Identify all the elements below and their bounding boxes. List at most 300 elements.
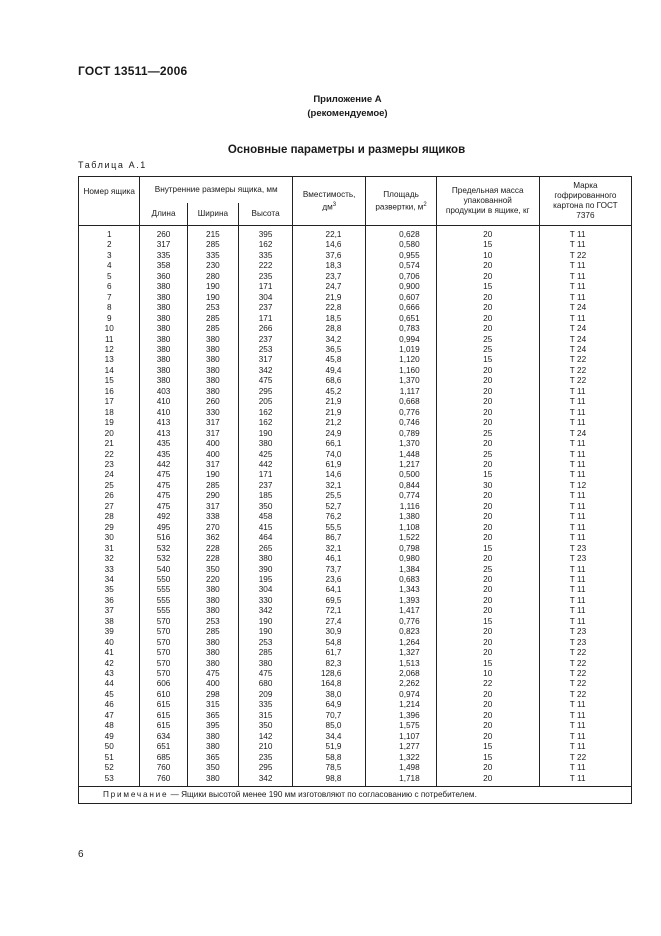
table-cell: 365 [187,753,239,763]
table-cell: 20 [436,226,539,241]
table-cell: 265 [239,544,293,554]
table-cell: 237 [239,303,293,313]
table-cell: 317 [187,429,239,439]
table-cell: 0,783 [366,324,436,334]
table-cell: 1,370 [366,439,436,449]
table-cell: 1,343 [366,585,436,595]
table-row [79,533,632,543]
table-cell: 25 [436,450,539,460]
table-cell: 48 [79,721,140,731]
table-cell: 342 [239,366,293,376]
table-cell: 190 [239,429,293,439]
table-cell: 0,980 [366,554,436,564]
table-cell: 29 [79,523,140,533]
table-cell: 41 [79,648,140,658]
table-cell: 37 [79,606,140,616]
table-cell: 25 [436,345,539,355]
table-cell: 17 [79,397,140,407]
table-cell: Т 22 [539,376,631,386]
table-cell: Т 11 [539,293,631,303]
table-cell: 205 [239,397,293,407]
table-cell: 380 [140,366,187,376]
table-cell: 415 [239,523,293,533]
table-cell: 24,7 [292,282,366,292]
table-cell: Т 23 [539,544,631,554]
table-row [79,585,632,595]
table-cell: 9 [79,314,140,324]
table-cell: 335 [239,251,293,261]
table-row [79,335,632,345]
table-cell: 380 [187,774,239,787]
header-area-exp: 2 [423,201,427,208]
table-cell: 317 [239,355,293,365]
table-cell: 32 [79,554,140,564]
table-cell: 33 [79,565,140,575]
table-cell: 0,580 [366,240,436,250]
table-cell: 42 [79,659,140,669]
table-cell: 1,264 [366,638,436,648]
table-cell: 53 [79,774,140,787]
table-label: Таблица А.1 [78,160,147,170]
table-row [79,303,632,313]
table-cell: 464 [239,533,293,543]
table-cell: 34 [79,575,140,585]
table-cell: 20 [436,324,539,334]
table-row [79,679,632,689]
table-cell: 380 [187,638,239,648]
table-cell: 442 [239,460,293,470]
note-label: Примечание [103,790,169,800]
table-cell: Т 22 [539,659,631,669]
table-cell: 23,6 [292,575,366,585]
table-cell: 330 [239,596,293,606]
table-cell: 615 [140,721,187,731]
parameters-table [78,176,632,804]
appendix-title: Приложение А [313,94,382,105]
table-cell: 20 [436,732,539,742]
table-cell: 350 [187,565,239,575]
table-cell: 317 [187,502,239,512]
table-cell: 1,522 [366,533,436,543]
table-cell: 380 [140,282,187,292]
table-cell: 285 [187,627,239,637]
table-cell: 68,6 [292,376,366,386]
table-cell: 38,0 [292,690,366,700]
table-cell: 46,1 [292,554,366,564]
table-cell: 14 [79,366,140,376]
table-cell: 15 [436,617,539,627]
table-cell: 25 [436,335,539,345]
table-cell: 34,2 [292,335,366,345]
table-cell: 222 [239,261,293,271]
table-row [79,418,632,428]
table-cell: 58,8 [292,753,366,763]
table-cell: Т 23 [539,627,631,637]
table-cell: 18 [79,408,140,418]
table-cell: Т 11 [539,439,631,449]
table-cell: 20 [436,690,539,700]
table-cell: 195 [239,575,293,585]
table-row [79,429,632,439]
table-row [79,638,632,648]
table-cell: 1,575 [366,721,436,731]
table-cell: 0,500 [366,470,436,480]
table-cell: 380 [140,303,187,313]
table-cell: 0,574 [366,261,436,271]
table-cell: 380 [187,355,239,365]
table-cell: 2,068 [366,669,436,679]
table-cell: 46 [79,700,140,710]
table-cell: 475 [187,669,239,679]
table-cell: Т 11 [539,450,631,460]
table-cell: 1,380 [366,512,436,522]
table-cell: 36,5 [292,345,366,355]
table-row [79,293,632,303]
table-cell: 162 [239,408,293,418]
table-cell: Т 11 [539,272,631,282]
table-cell: 15 [436,753,539,763]
table-cell: 21,9 [292,408,366,418]
table-cell: 162 [239,418,293,428]
table-cell: 15 [436,544,539,554]
table-cell: 13 [79,355,140,365]
table-cell: 335 [239,700,293,710]
header-width: Ширина [187,203,239,226]
table-cell: 0,994 [366,335,436,345]
table-cell: 317 [140,240,187,250]
table-cell: 22 [436,679,539,689]
table-cell: 27 [79,502,140,512]
table-cell: 22,8 [292,303,366,313]
table-cell: 475 [140,470,187,480]
table-cell: 555 [140,606,187,616]
table-cell: 20 [436,376,539,386]
table-cell: 38 [79,617,140,627]
table-cell: 30 [436,481,539,491]
table-cell: 74,0 [292,450,366,460]
table-cell: 20 [436,293,539,303]
table-cell: 380 [187,335,239,345]
table-cell: 190 [239,617,293,627]
table-cell: 615 [140,711,187,721]
table-cell: 8 [79,303,140,313]
table-cell: 20 [79,429,140,439]
table-cell: 220 [187,575,239,585]
table-cell: 2,262 [366,679,436,689]
table-cell: 380 [187,742,239,752]
header-capacity [292,177,366,226]
table-cell: 235 [239,272,293,282]
table-cell: 190 [187,282,239,292]
appendix-heading [0,93,661,121]
table-cell: 342 [239,606,293,616]
table-cell: 442 [140,460,187,470]
table-cell: 285 [239,648,293,658]
table-cell: 410 [140,408,187,418]
table-cell: 380 [187,596,239,606]
table-cell: 0,789 [366,429,436,439]
table-cell: 1,327 [366,648,436,658]
table-cell: 0,844 [366,481,436,491]
table-cell: 606 [140,679,187,689]
table-cell: 34,4 [292,732,366,742]
table-cell: Т 11 [539,575,631,585]
table-row [79,272,632,282]
table-cell: 0,900 [366,282,436,292]
table-cell: 400 [187,679,239,689]
table-cell: 142 [239,732,293,742]
table-cell: 209 [239,690,293,700]
table-cell: 32,1 [292,544,366,554]
table-cell: 390 [239,565,293,575]
table-cell: 16 [79,387,140,397]
table-cell: Т 24 [539,303,631,313]
table-cell: Т 22 [539,690,631,700]
table-cell: 30 [79,533,140,543]
table-cell: 570 [140,669,187,679]
table-cell: Т 11 [539,585,631,595]
table-cell: 20 [436,460,539,470]
table-cell: Т 22 [539,251,631,261]
table-cell: 1,448 [366,450,436,460]
table-cell: 28,8 [292,324,366,334]
table-cell: 20 [436,314,539,324]
table-row [79,240,632,250]
table-row [79,376,632,386]
table-cell: 20 [436,491,539,501]
table-row [79,659,632,669]
header-area-text: Площадь развертки, м [375,189,424,212]
table-cell: 516 [140,533,187,543]
table-cell: Т 11 [539,387,631,397]
table-cell: 2 [79,240,140,250]
table-cell: 253 [239,638,293,648]
table-note [79,787,632,804]
table-cell: 26 [79,491,140,501]
table-cell: 1,107 [366,732,436,742]
table-row [79,481,632,491]
table-cell: 1,513 [366,659,436,669]
table-row [79,355,632,365]
table-cell: 570 [140,659,187,669]
table-cell: 20 [436,627,539,637]
table-cell: 380 [140,376,187,386]
table-cell: 475 [239,669,293,679]
table-cell: 403 [140,387,187,397]
table-cell: Т 11 [539,460,631,470]
table-cell: 380 [140,345,187,355]
table-cell: 1,417 [366,606,436,616]
page-number: 6 [78,849,84,860]
table-cell: 54,8 [292,638,366,648]
table-cell: 64,1 [292,585,366,595]
table-cell: 14,6 [292,470,366,480]
table-cell: 18,3 [292,261,366,271]
note-text: — Ящики высотой менее 190 мм изготовляют по согласованию с потребителем. [168,790,477,800]
table-cell: Т 11 [539,606,631,616]
table-cell: 335 [140,251,187,261]
table-cell: 0,651 [366,314,436,324]
table-cell: 0,955 [366,251,436,261]
table-cell: 12 [79,345,140,355]
table-cell: 78,5 [292,763,366,773]
table-row [79,711,632,721]
table-cell: 39 [79,627,140,637]
table-cell: Т 24 [539,335,631,345]
table-cell: 380 [140,314,187,324]
table-cell: 20 [436,502,539,512]
table-cell: 237 [239,481,293,491]
table-cell: 15 [436,659,539,669]
table-row [79,502,632,512]
table-cell: 32,1 [292,481,366,491]
table-row [79,470,632,480]
table-cell: 350 [239,721,293,731]
document-code: ГОСТ 13511—2006 [78,64,188,78]
table-cell: 10 [79,324,140,334]
table-row [79,721,632,731]
table-cell: 413 [140,418,187,428]
table-cell: Т 11 [539,240,631,250]
table-row [79,544,632,554]
table-cell: 260 [187,397,239,407]
table-cell: 128,6 [292,669,366,679]
table-row [79,314,632,324]
table-cell: 410 [140,397,187,407]
table-cell: 24,9 [292,429,366,439]
table-cell: 235 [239,753,293,763]
table-row [79,450,632,460]
table-cell: 1,277 [366,742,436,752]
table-cell: 495 [140,523,187,533]
table-row [79,439,632,449]
table-cell: 40 [79,638,140,648]
table-cell: 615 [140,700,187,710]
table-cell: 20 [436,638,539,648]
table-cell: 532 [140,554,187,564]
table-cell: 680 [239,679,293,689]
table-cell: 20 [436,763,539,773]
table-cell: 21 [79,439,140,449]
table-cell: 185 [239,491,293,501]
table-row [79,397,632,407]
table-cell: 15 [436,470,539,480]
table-row [79,324,632,334]
table-cell: 0,746 [366,418,436,428]
table-cell: 20 [436,366,539,376]
table-cell: 36 [79,596,140,606]
table-cell: 290 [187,491,239,501]
table-cell: 15 [436,742,539,752]
table-cell: 20 [436,512,539,522]
table-cell: 362 [187,533,239,543]
table-cell: 285 [187,324,239,334]
table-cell: Т 22 [539,355,631,365]
table-cell: 400 [187,450,239,460]
table-cell: 317 [187,460,239,470]
table-cell: 285 [187,240,239,250]
header-mass: Предельная масса упакованной продукции в ящике, кг [436,177,539,226]
table-cell: 20 [436,533,539,543]
table-cell: 61,7 [292,648,366,658]
table-cell: 230 [187,261,239,271]
table-cell: 20 [436,261,539,271]
table-cell: 44 [79,679,140,689]
table-row [79,596,632,606]
table-cell: 11 [79,335,140,345]
table-cell: 413 [140,429,187,439]
table-cell: 550 [140,575,187,585]
table-cell: Т 11 [539,742,631,752]
table-cell: 425 [239,450,293,460]
table-cell: 1,217 [366,460,436,470]
table-cell: 295 [239,763,293,773]
table-cell: 85,0 [292,721,366,731]
table-cell: 28 [79,512,140,522]
table-cell: 20 [436,439,539,449]
table-cell: 61,9 [292,460,366,470]
table-cell: 3 [79,251,140,261]
table-cell: 1,322 [366,753,436,763]
table-cell: 51,9 [292,742,366,752]
table-row [79,345,632,355]
table-cell: 31 [79,544,140,554]
table-row [79,774,632,787]
table-cell: 0,823 [366,627,436,637]
table-cell: Т 22 [539,679,631,689]
table-cell: 20 [436,523,539,533]
table-cell: 10 [436,251,539,261]
table-cell: 45 [79,690,140,700]
table-cell: 570 [140,617,187,627]
table-row [79,575,632,585]
table-row [79,763,632,773]
table-cell: 260 [140,226,187,241]
table-cell: Т 11 [539,523,631,533]
table-cell: 342 [239,774,293,787]
table-row [79,617,632,627]
table-cell: 23 [79,460,140,470]
table-cell: 380 [187,366,239,376]
table-cell: 162 [239,240,293,250]
table-cell: 285 [187,314,239,324]
table-cell: 435 [140,439,187,449]
table-cell: 0,668 [366,397,436,407]
table-cell: 0,974 [366,690,436,700]
table-cell: 73,7 [292,565,366,575]
table-cell: 1,120 [366,355,436,365]
table-row [79,387,632,397]
table-cell: 610 [140,690,187,700]
table-cell: 634 [140,732,187,742]
table-cell: Т 24 [539,345,631,355]
table-cell: Т 11 [539,418,631,428]
table-cell: 0,776 [366,408,436,418]
table-cell: 228 [187,544,239,554]
table-cell: 82,3 [292,659,366,669]
table-cell: 1,384 [366,565,436,575]
table-cell: 685 [140,753,187,763]
table-cell: Т 11 [539,470,631,480]
table-cell: 21,9 [292,397,366,407]
table-cell: 43 [79,669,140,679]
table-cell: 0,798 [366,544,436,554]
table-cell: 6 [79,282,140,292]
table-cell: 171 [239,470,293,480]
table-cell: 395 [239,226,293,241]
table-cell: 45,8 [292,355,366,365]
table-cell: 380 [140,324,187,334]
